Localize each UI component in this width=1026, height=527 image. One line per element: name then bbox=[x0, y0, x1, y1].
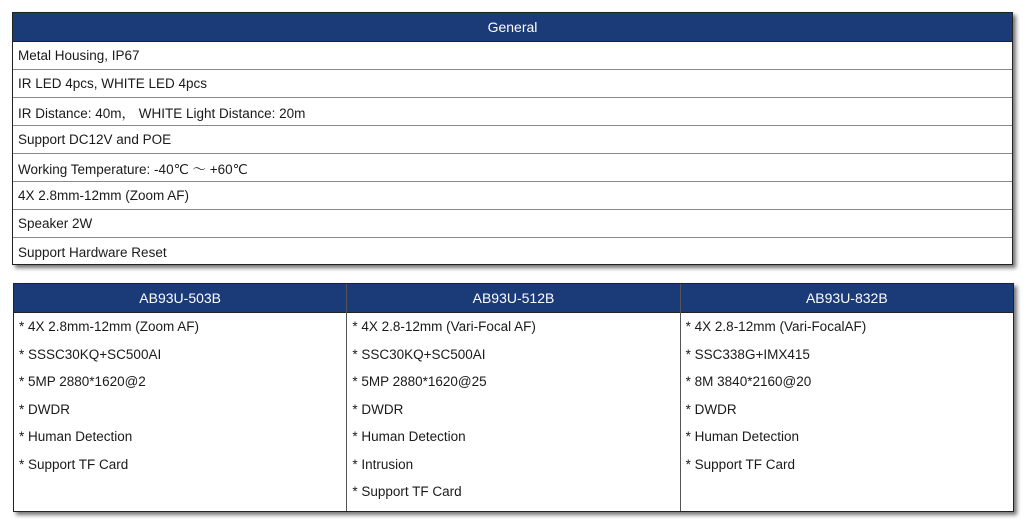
model-header: AB93U-503B bbox=[14, 284, 346, 313]
feature-item: * Human Detection bbox=[685, 429, 799, 445]
feature-item: * Intrusion bbox=[352, 456, 414, 472]
model-comparison-table bbox=[13, 283, 1014, 512]
feature-item: * 8M 3840*2160@20 bbox=[685, 374, 812, 390]
general-spec-table bbox=[12, 12, 1013, 265]
feature-item: * Support TF Card bbox=[19, 456, 129, 472]
general-header: General bbox=[13, 13, 1012, 42]
model-column-832b bbox=[681, 284, 1013, 511]
feature-list bbox=[347, 313, 679, 506]
feature-item: * DWDR bbox=[685, 401, 737, 417]
general-row-reset: Support Hardware Reset bbox=[18, 244, 167, 260]
feature-item: * Human Detection bbox=[352, 429, 466, 445]
feature-item: * 4X 2.8mm-12mm (Zoom AF) bbox=[19, 319, 200, 335]
feature-item: * 5MP 2880*1620@2 bbox=[19, 374, 146, 390]
general-row-housing: Metal Housing, IP67 bbox=[13, 42, 1012, 70]
model-column-512b bbox=[347, 284, 680, 511]
general-row-leds: IR LED 4pcs, WHITE LED 4pcs bbox=[13, 70, 1012, 98]
model-header: AB93U-832B bbox=[681, 284, 1013, 313]
feature-item: * DWDR bbox=[352, 401, 404, 417]
feature-item: * Support TF Card bbox=[352, 484, 462, 500]
general-row-lens: 4X 2.8mm-12mm (Zoom AF) bbox=[13, 182, 1012, 210]
model-header: AB93U-512B bbox=[347, 284, 679, 313]
feature-item: * SSC30KQ+SC500AI bbox=[352, 346, 486, 362]
feature-item: * SSSC30KQ+SC500AI bbox=[19, 346, 162, 362]
general-row-ir-distance: IR Distance: 40m， WHITE Light Distance: 20m bbox=[13, 98, 1012, 126]
general-row-speaker: Speaker 2W bbox=[13, 210, 1012, 238]
feature-item: * SSC338G+IMX415 bbox=[685, 346, 810, 362]
model-column-503b bbox=[14, 284, 347, 511]
feature-item: * 4X 2.8-12mm (Vari-FocalAF) bbox=[685, 319, 867, 335]
feature-list bbox=[681, 313, 1013, 478]
feature-list bbox=[14, 313, 346, 478]
feature-item: * 4X 2.8-12mm (Vari-Focal AF) bbox=[352, 319, 536, 335]
general-row-temperature: Working Temperature: -40℃ ～ +60℃ bbox=[13, 154, 1012, 182]
feature-item: * Human Detection bbox=[19, 429, 133, 445]
feature-item: * 5MP 2880*1620@25 bbox=[352, 374, 487, 390]
general-row-power: Support DC12V and POE bbox=[13, 126, 1012, 154]
feature-item: * Support TF Card bbox=[685, 456, 795, 472]
feature-item: * DWDR bbox=[19, 401, 70, 417]
